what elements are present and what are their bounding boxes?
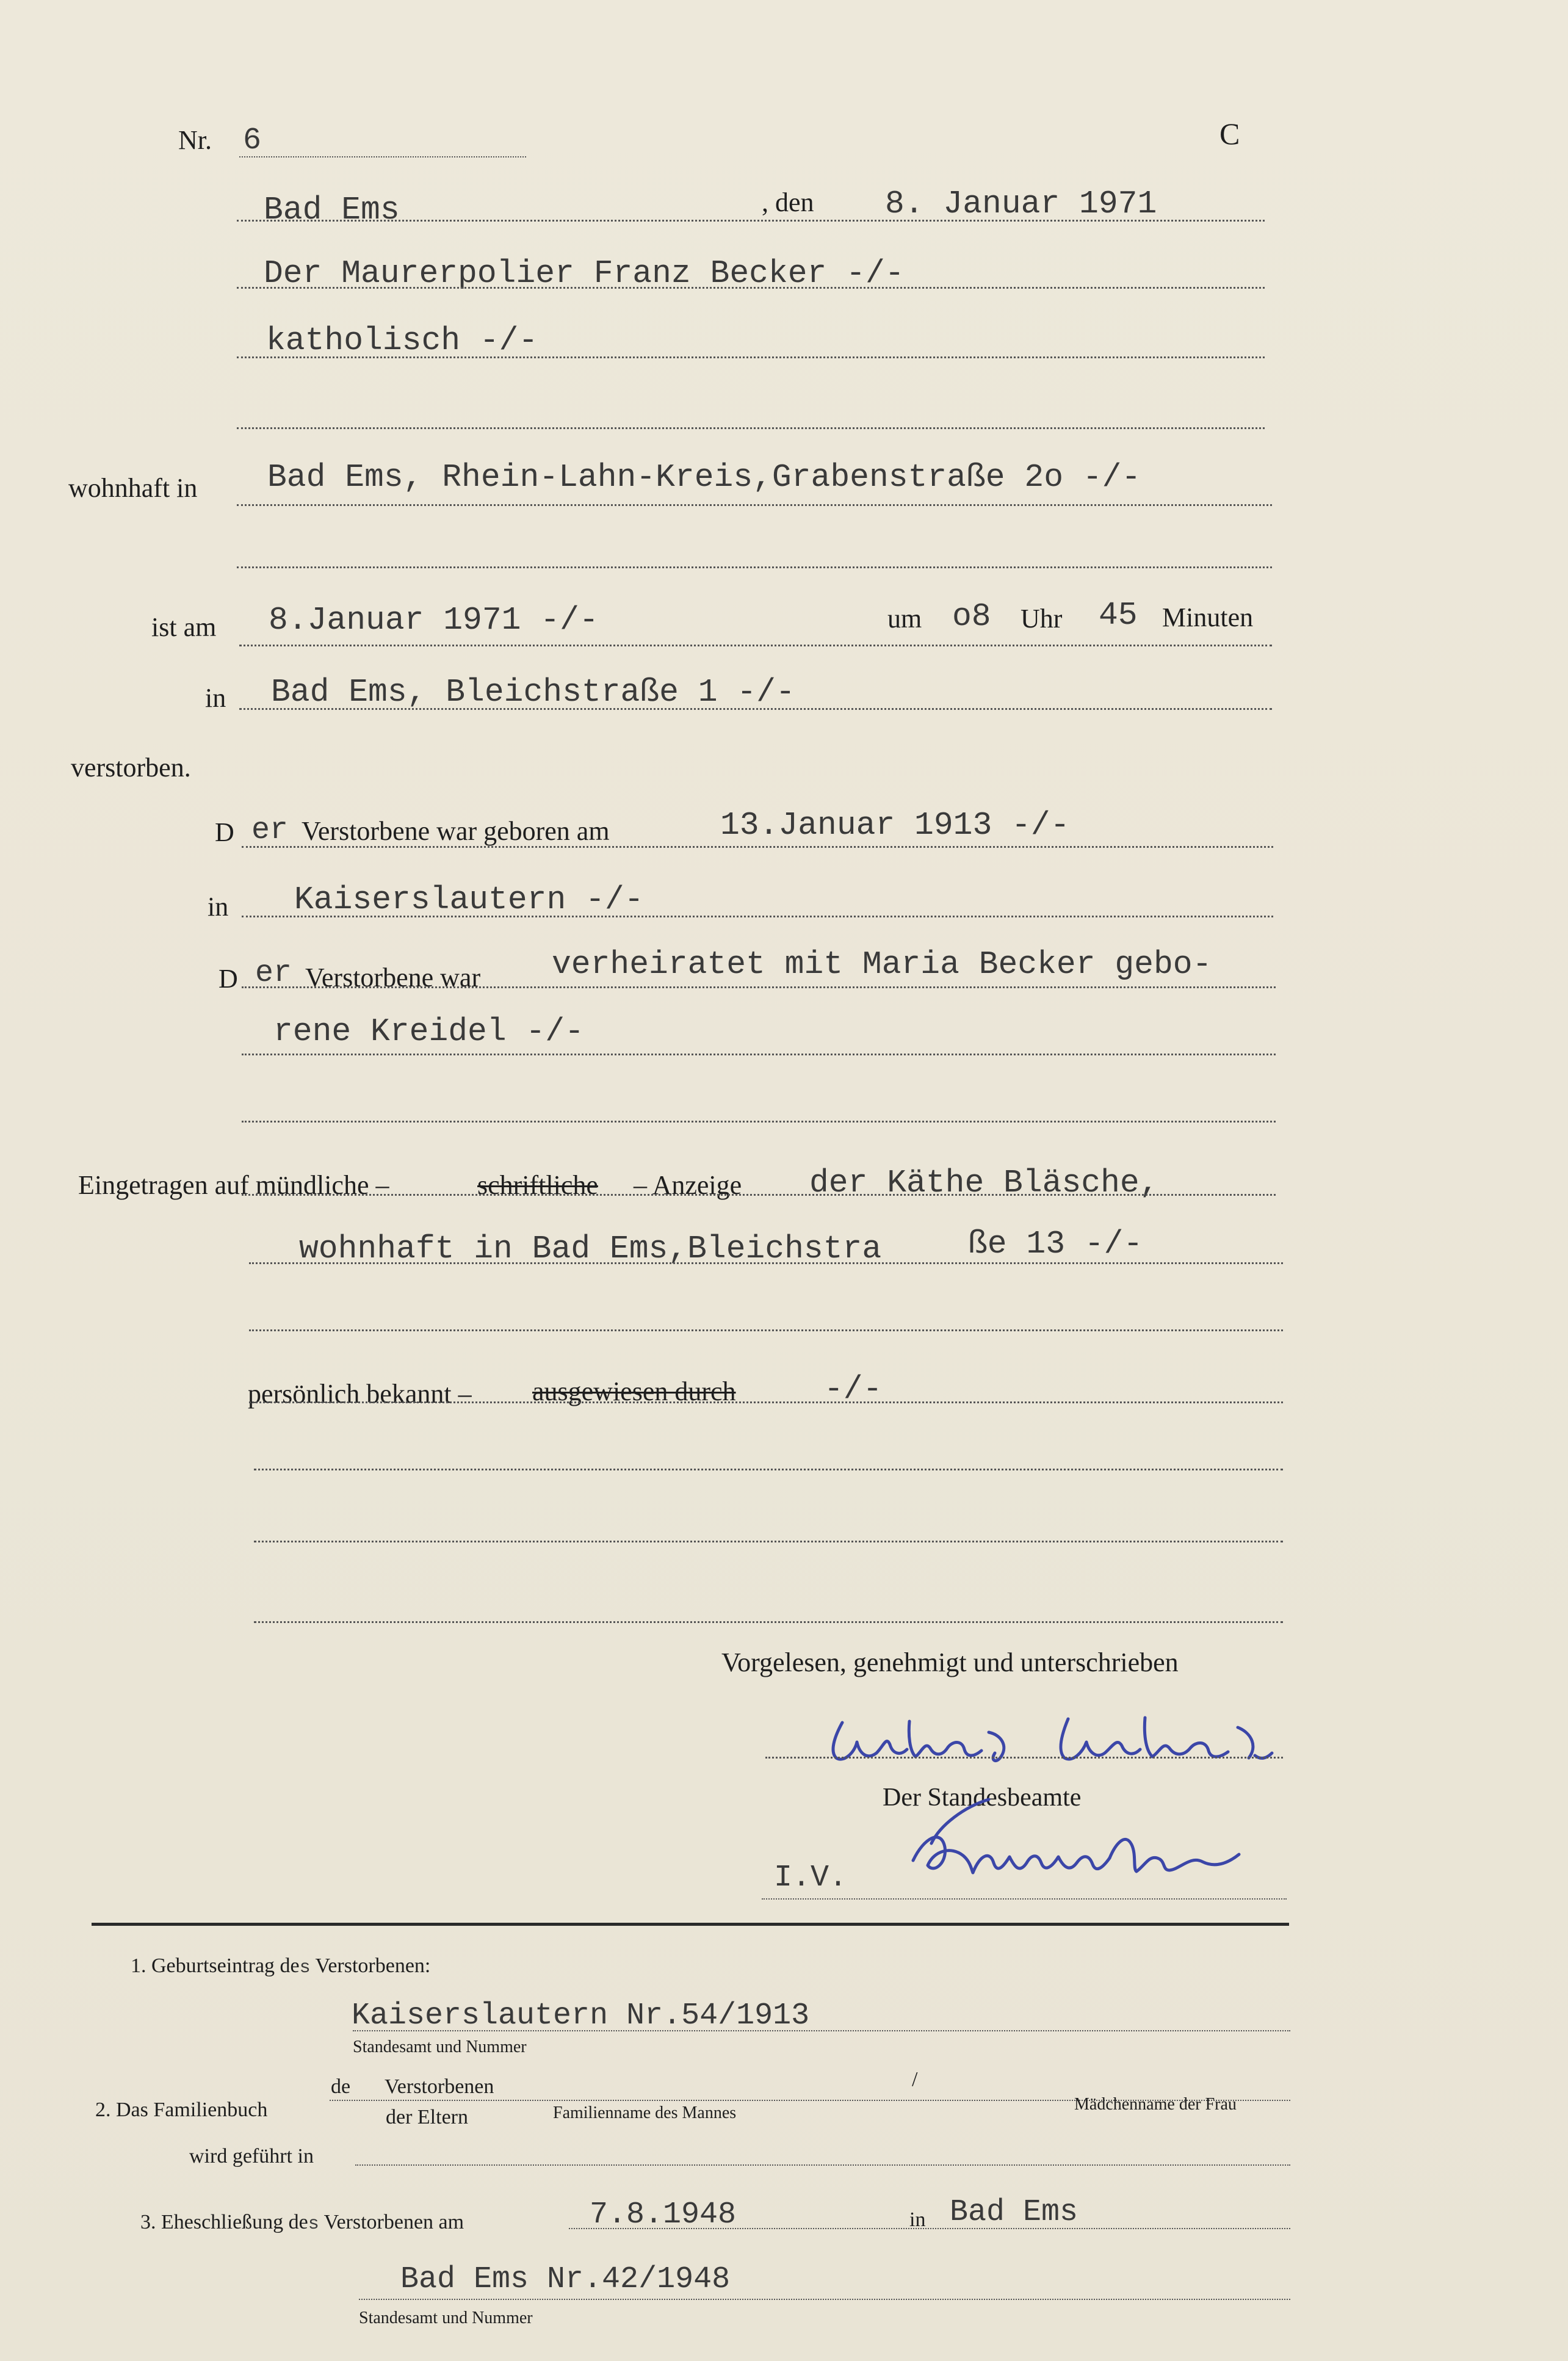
place-date-rule <box>237 220 1265 222</box>
footer-item-1-label: 1. Geburtseintrag des Verstorbenen: <box>131 1954 431 1978</box>
footer-item-1-value: Kaiserslautern Nr.54/1913 <box>352 1998 810 2033</box>
person-rule-2 <box>237 356 1265 358</box>
nr-value: 6 <box>243 123 262 158</box>
person-rule-1 <box>237 287 1265 289</box>
blank-rule-2 <box>254 1541 1283 1542</box>
identity-struck: ausgewiesen durch <box>532 1376 736 1406</box>
official-label: Der Standesbeamte <box>883 1784 1082 1812</box>
death-in-label: in <box>205 683 226 713</box>
death-date: 8.Januar 1971 -/- <box>269 602 599 638</box>
footer-item-2-frau: Mädchenname der Frau <box>1074 2095 1237 2114</box>
residence-rule-2 <box>237 566 1272 568</box>
blank-rule-3 <box>254 1621 1283 1623</box>
marital-label: Verstorbene war <box>305 963 481 992</box>
footer-item-3-date: 7.8.1948 <box>590 2197 737 2232</box>
uhr-label: Uhr <box>1021 604 1063 634</box>
marital-rule-2 <box>242 1054 1276 1055</box>
death-date-rule <box>239 645 1272 646</box>
report-line-2-end: ße 13 -/- <box>968 1226 1143 1262</box>
identity-value: -/- <box>824 1371 883 1408</box>
marital-line-2: rene Kreidel -/- <box>273 1013 584 1050</box>
footer-item-3-label: 3. Eheschließung des Verstorbenen am <box>140 2211 464 2235</box>
birth-label: Verstorbene war geboren am <box>302 816 610 846</box>
nr-label: Nr. <box>178 125 212 155</box>
birth-er: er <box>251 813 289 848</box>
death-hour: o8 <box>952 598 991 635</box>
marital-rule-1 <box>242 986 1276 988</box>
marital-line-1: verheiratet mit Maria Becker gebo- <box>552 946 1212 983</box>
death-place-rule <box>239 708 1272 710</box>
footer-item-2-eltern: der Eltern <box>386 2106 468 2128</box>
report-line-2: wohnhaft in Bad Ems,Bleichstra <box>299 1231 882 1267</box>
report-line-1: der Käthe Bläsche, <box>809 1165 1159 1201</box>
birth-in-label: in <box>208 892 229 922</box>
residence-rule-1 <box>237 504 1272 506</box>
residence-label: wohnhaft in <box>68 473 198 503</box>
person-line-2: katholisch -/- <box>266 322 538 359</box>
footer-standesamt-label-1: Standesamt und Nummer <box>353 2037 527 2056</box>
report-rule-2 <box>249 1262 1283 1264</box>
date-value: 8. Januar 1971 <box>885 186 1157 222</box>
marital-er: er <box>255 956 292 991</box>
um-label: um <box>887 604 922 634</box>
birth-place-rule <box>242 916 1273 917</box>
informant-signature <box>818 1697 1294 1776</box>
footer-item-3-rule-1 <box>569 2228 1290 2229</box>
verstorben-label: verstorben. <box>71 753 191 783</box>
form-letter: C <box>1219 117 1240 151</box>
blank-rule-1 <box>254 1469 1283 1470</box>
birth-date-rule <box>242 846 1273 848</box>
birth-place: Kaiserslautern -/- <box>294 881 644 918</box>
official-signature-rule <box>762 1898 1287 1900</box>
closing-text: Vorgelesen, genehmigt und unterschrieben <box>721 1647 1179 1677</box>
den-label: , den <box>762 187 814 217</box>
report-rule-1 <box>242 1194 1276 1196</box>
minuten-label: Minuten <box>1162 602 1254 632</box>
footer-separator <box>92 1923 1289 1926</box>
marital-rule-3 <box>242 1121 1276 1123</box>
death-place: Bad Ems, Bleichstraße 1 -/- <box>271 674 795 710</box>
identity-rule <box>249 1401 1283 1403</box>
footer-item-2-mann: Familienname des Mannes <box>553 2103 737 2122</box>
report-label-b: – Anzeige <box>634 1170 742 1200</box>
footer-item-2-de: de <box>331 2075 351 2098</box>
ist-am-label: ist am <box>151 612 217 642</box>
place-value: Bad Ems <box>264 192 400 228</box>
footer-item-2-label: 2. Das Familienbuch <box>95 2099 268 2121</box>
footer-standesamt-label-2: Standesamt und Nummer <box>359 2309 533 2327</box>
footer-item-2-rule-2 <box>355 2164 1290 2166</box>
footer-item-2-slash: / <box>912 2068 918 2091</box>
nr-rule <box>239 156 526 157</box>
official-signature <box>873 1795 1300 1898</box>
birth-prefix: D <box>215 817 234 847</box>
person-line-1: Der Maurerpolier Franz Becker -/- <box>264 255 905 292</box>
report-label-struck: schriftliche <box>477 1170 598 1200</box>
birth-date: 13.Januar 1913 -/- <box>720 807 1070 844</box>
footer-item-3-in: in <box>909 2208 926 2231</box>
footer-item-3-place: Bad Ems <box>950 2195 1078 2230</box>
iv-label: I.V. <box>774 1860 848 1895</box>
footer-item-2-verstorbenen: Verstorbenen <box>385 2075 494 2098</box>
identity-label: persönlich bekannt – <box>248 1379 472 1409</box>
report-rule-3 <box>249 1329 1283 1331</box>
footer-item-1-rule <box>353 2030 1290 2031</box>
death-minute: 45 <box>1099 597 1138 634</box>
report-label-a: Eingetragen auf mündliche – <box>78 1170 389 1200</box>
informant-signature-rule <box>765 1757 1283 1759</box>
footer-item-3-value: Bad Ems Nr.42/1948 <box>400 2262 731 2297</box>
footer-item-2-gefuehrt: wird geführt in <box>189 2145 314 2168</box>
marital-prefix: D <box>219 964 238 994</box>
footer-item-3-rule-2 <box>359 2299 1290 2300</box>
person-rule-3 <box>237 427 1265 429</box>
residence-value: Bad Ems, Rhein-Lahn-Kreis,Grabenstraße 2o -/- <box>267 459 1141 496</box>
